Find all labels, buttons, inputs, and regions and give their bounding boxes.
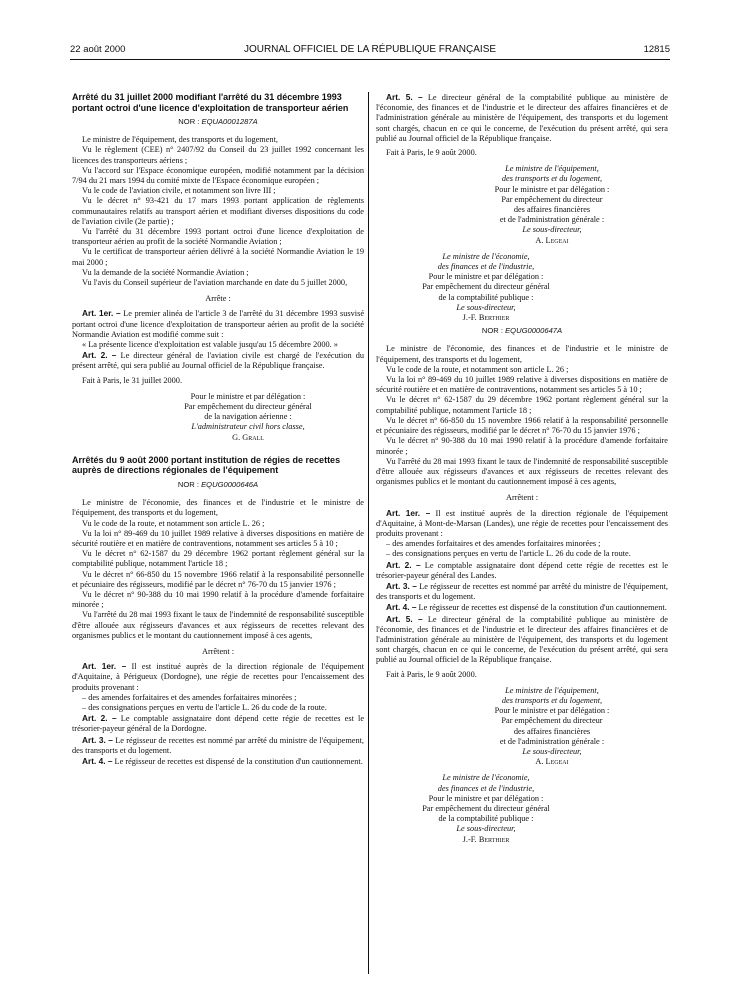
- article-label: Art. 3. –: [82, 734, 113, 745]
- paragraph: Le ministre de l'équipement, des transports et du logement,: [82, 135, 278, 145]
- paragraph: Vu l'avis du Conseil supérieur de l'aviation marchande en date du 5 juillet 2000,: [82, 278, 348, 288]
- list-item: – des amendes forfaitaires et des amendes forfaitaires minorées ;: [82, 692, 297, 702]
- paragraph: Vu le code de la route, et notamment son article L. 26 ;: [82, 518, 265, 528]
- header-rule: [70, 59, 670, 60]
- signature-line: Pour le ministre et par délégation :: [190, 391, 306, 401]
- list-item: – des consignations perçues en vertu de l'article L. 26 du code de la route.: [82, 702, 327, 712]
- article-text: Le directeur général de la comptabilité publique au ministère de l'économie, des finances et de l'industrie et le directeur des affaires financières et de l'administration générale au ministère de l'équipement, des transports et du logement sont chargés, chacun en ce qui le concerne, de l'exécution du présent arrêté, qui sera publié au Journal officiel de la République française.: [376, 93, 668, 143]
- signature-line: Par empêchement du directeur: [501, 716, 603, 726]
- article: [72, 661, 364, 693]
- paragraph: Vu la loi n° 89-469 du 10 juillet 1989 relative à diverses dispositions en matière de sécurité routière et en matière de contraventions, notamment ses articles 5 à 10 ;: [72, 528, 364, 548]
- signatory-name: J.-F. Berthier: [462, 834, 510, 844]
- paragraph: Le ministre de l'économie, des finances et de l'industrie et le ministre de l'équipement, des transports et du logement,: [72, 498, 364, 518]
- signature-line: Pour le ministre et par délégation :: [428, 272, 544, 282]
- paragraph: Vu l'arrêté du 28 mai 1993 fixant le taux de l'indemnité de responsabilité susceptible d'être allouée aux régisseurs d'avances et aux régisseurs de recettes relevant des organismes publics et le montant du cautionnement imposé à ces agents,: [72, 610, 364, 640]
- article-label: Art. 4. –: [82, 755, 113, 766]
- list-item: – des consignations perçues en vertu de l'article L. 26 du code de la route.: [386, 549, 631, 559]
- signature-block: [376, 164, 668, 246]
- signature-line: Le sous-directeur,: [456, 302, 516, 312]
- paragraph: Vu la loi n° 89-469 du 10 juillet 1989 relative à diverses dispositions en matière de sécurité routière et en matière de contraventions, notamment ses articles 5 à 10 ;: [376, 375, 668, 395]
- arrete-heading: Arrête :: [205, 294, 231, 304]
- signature-line: Le ministre de l'équipement,: [505, 164, 599, 174]
- nor-line: [376, 326, 668, 336]
- signature-line: Le sous-directeur,: [522, 746, 582, 756]
- nor-code: EQUG0000646A: [201, 479, 259, 489]
- article-text: Le premier alinéa de l'article 3 de l'arrêté du 31 décembre 1993 susvisé portant octroi d'une licence d'exploitation de transporteur aérien au profit de la société Normandie Aviation est modifié comme suit :: [72, 309, 365, 339]
- signature-block: [376, 773, 668, 844]
- article: [376, 614, 668, 666]
- signature-line: des transports et du logement,: [501, 695, 603, 705]
- paragraph: Vu la demande de la société Normandie Aviation ;: [82, 267, 249, 277]
- page-header: [70, 44, 670, 58]
- article: [376, 92, 668, 144]
- article: [72, 713, 364, 734]
- signature-line: L'administrateur civil hors classe,: [191, 422, 305, 432]
- nor-line: [72, 480, 364, 490]
- article: [72, 350, 364, 371]
- signature-line: de la comptabilité publique :: [438, 814, 534, 824]
- article-quote: « La présente licence d'exploitation est valable jusqu'au 15 décembre 2000. »: [82, 340, 338, 350]
- signatory-name: J.-F. Berthier: [462, 313, 510, 323]
- article-label: Art. 1er. –: [82, 308, 121, 319]
- signature-date: Fait à Paris, le 9 août 2000.: [386, 148, 477, 158]
- article: [376, 602, 668, 613]
- signature-line: Le ministre de l'équipement,: [505, 685, 599, 695]
- arrete-2-title: Arrêtés du 9 août 2000 portant institution de régies de recettes auprès de directions régionales de l'équipement: [72, 454, 341, 476]
- paragraph: Vu le décret n° 90-388 du 10 mai 1990 relatif à la procédure d'amende forfaitaire minorée ;: [72, 589, 364, 610]
- paragraph: Vu le décret n° 90-388 du 10 mai 1990 relatif à la procédure d'amende forfaitaire minorée ;: [376, 436, 668, 456]
- article-label: Art. 3. –: [386, 580, 417, 591]
- article-text: Le directeur général de la comptabilité publique au ministère de l'économie, des finances et de l'industrie et le directeur des affaires financières et de l'administration générale au ministère de l'équipement, des transports et du logement sont chargés, chacun en ce qui le concerne, de l'exécution du présent arrêté, qui sera publié au Journal officiel de la République française.: [376, 614, 668, 665]
- right-column: [376, 92, 668, 845]
- signature-line: Le ministre de l'économie,: [442, 251, 530, 261]
- article: [72, 735, 364, 756]
- article-label: Art. 2. –: [386, 559, 421, 570]
- nor-label: NOR :: [481, 326, 503, 336]
- left-column: [72, 92, 364, 767]
- signatory-name: A. Legeai: [535, 757, 569, 767]
- paragraph: Vu le règlement (CEE) n° 2407/92 du Conseil du 23 juillet 1992 concernant les licences des transporteurs aériens ;: [72, 145, 364, 165]
- nor-label: NOR :: [177, 479, 199, 489]
- paragraph: Vu le code de la route, et notamment son article L. 26 ;: [386, 364, 569, 374]
- signatory-name: G. Grall: [232, 432, 264, 442]
- signature-line: Le sous-directeur,: [456, 824, 516, 834]
- paragraph: Vu l'arrêté du 31 décembre 1993 portant octroi d'une licence d'exploitation de transporteur aérien au profit de la société Normandie Aviation ;: [72, 227, 364, 247]
- article-label: Art. 4. –: [386, 602, 417, 613]
- signature-line: des finances et de l'industrie,: [437, 262, 535, 272]
- article-text: Le comptable assignataire dont dépend cette régie de recettes est le trésorier-payeur général des Landes.: [376, 560, 669, 580]
- paragraph: Vu le décret n° 93-421 du 17 mars 1993 portant application de règlements communautaires relatifs au transport aérien et modifiant diverses dispositions du code de l'aviation civile (2e partie) ;: [72, 196, 364, 226]
- issue-date: 22 août 2000: [70, 44, 126, 55]
- arrete-1-title: Arrêté du 31 juillet 2000 modifiant l'arrêté du 31 décembre 1993 portant octroi d'une licence d'exploitation de transporteur aérien: [72, 92, 349, 113]
- signature-line: et de l'administration générale :: [499, 736, 605, 746]
- nor-code: EQUA0001287A: [201, 117, 258, 126]
- signature-block: [376, 686, 668, 768]
- article-text: Le comptable assignataire dont dépend cette régie de recettes est le trésorier-payeur général de la Dordogne.: [72, 714, 365, 734]
- paragraph: Vu l'arrêté du 28 mai 1993 fixant le taux de l'indemnité de responsabilité susceptible d'être allouée aux régisseurs d'avances et aux régisseurs de recettes relevant des organismes publics et le montant du cautionnement imposé à ces agents,: [376, 456, 668, 487]
- article: [72, 756, 364, 767]
- journal-title: JOURNAL OFFICIEL DE LA RÉPUBLIQUE FRANÇAISE: [243, 44, 497, 55]
- article-text: Le régisseur de recettes est nommé par arrêté du ministre de l'équipement, des transports et du logement.: [72, 735, 365, 755]
- signature-line: Par empêchement du directeur général: [422, 282, 550, 292]
- signature-block: [376, 252, 668, 323]
- signature-line: et de l'administration générale :: [499, 215, 605, 225]
- paragraph: Vu le décret n° 66-850 du 15 novembre 1966 relatif à la responsabilité personnelle et pécuniaire des régisseurs, modifié par le décret n° 76-70 du 15 janvier 1976 ;: [376, 415, 668, 436]
- paragraph: Vu le code de l'aviation civile, et notamment son livre III ;: [82, 186, 276, 196]
- signature-line: des affaires financières: [513, 726, 591, 736]
- list-item: – des amendes forfaitaires et des amendes forfaitaires minorées ;: [386, 539, 601, 549]
- paragraph: Vu le certificat de transporteur aérien délivré à la société Normandie Aviation le 19 mai 2000 ;: [72, 247, 364, 267]
- article-label: Art. 1er. –: [386, 507, 431, 518]
- signature-line: Par empêchement du directeur général: [184, 402, 312, 412]
- article: [376, 560, 668, 581]
- article-text: Le régisseur de recettes est dispensé de la constitution d'un cautionnement.: [114, 756, 363, 766]
- article-text: Il est institué auprès de la direction régionale de l'équipement d'Aquitaine, à Périgueux (Dordogne), une régie de recettes pour l'encaissement des produits provenant :: [72, 662, 365, 692]
- article-label: Art. 5. –: [386, 613, 423, 624]
- signature-date: Fait à Paris, le 9 août 2000.: [386, 669, 477, 679]
- article-text: Le régisseur de recettes est dispensé de la constitution d'un cautionnement.: [418, 603, 667, 613]
- signature-line: Le ministre de l'économie,: [442, 773, 530, 783]
- arrete-heading: Arrêtent :: [505, 493, 539, 503]
- page-number: 12815: [643, 44, 670, 55]
- nor-code: EQUG0000647A: [505, 326, 563, 336]
- arrete-heading: Arrêtent :: [201, 646, 235, 656]
- signature-line: de la navigation aérienne :: [204, 412, 292, 422]
- signature-date: Fait à Paris, le 31 juillet 2000.: [82, 375, 183, 385]
- nor-label: NOR :: [178, 117, 200, 126]
- signature-line: Par empêchement du directeur: [501, 194, 603, 204]
- paragraph: Vu l'accord sur l'Espace économique européen, modifié notamment par la décision 7/94 du 21 mars 1994 du comité mixte de l'Espace économique européen ;: [72, 165, 364, 186]
- signature-line: Par empêchement du directeur général: [422, 804, 550, 813]
- article-label: Art. 1er. –: [82, 661, 127, 672]
- signatory-name: A. Legeai: [535, 235, 569, 245]
- column-divider: [368, 92, 369, 974]
- article-text: Le régisseur de recettes est nommé par arrêté du ministre de l'équipement, des transports et du logement.: [376, 581, 669, 602]
- nor-line: [72, 117, 364, 127]
- article: [376, 581, 668, 602]
- paragraph: Vu le décret n° 62-1587 du 29 décembre 1962 portant règlement général sur la comptabilité publique, notamment l'article 18 ;: [376, 395, 668, 415]
- article: [72, 308, 364, 340]
- paragraph: Vu le décret n° 66-850 du 15 novembre 1966 relatif à la responsabilité personnelle et pécuniaire des régisseurs, modifié par le décret n° 76-70 du 15 janvier 1976 ;: [72, 569, 364, 589]
- article-text: Il est institué auprès de la direction régionale de l'équipement d'Aquitaine, à Mont-de-Marsan (Landes), une régie de recettes pour l'encaissement des produits provenant :: [376, 508, 669, 538]
- article-text: Le directeur général de l'aviation civile est chargé de l'exécution du présent arrêté, qui sera publié au Journal officiel de la République française.: [72, 351, 365, 371]
- signature-line: Pour le ministre et par délégation :: [494, 706, 610, 716]
- signature-line: des transports et du logement,: [501, 174, 603, 184]
- signature-block: [72, 392, 364, 443]
- signature-line: des affaires financières: [513, 205, 591, 215]
- signature-line: des finances et de l'industrie,: [437, 783, 535, 793]
- section-gap: [72, 443, 364, 455]
- article: [376, 508, 668, 540]
- signature-line: Pour le ministre et par délégation :: [428, 793, 544, 803]
- signature-line: Le sous-directeur,: [522, 225, 582, 235]
- article-label: Art. 5. –: [386, 92, 423, 102]
- paragraph: Vu le décret n° 62-1587 du 29 décembre 1962 portant règlement général sur la comptabilité publique, notamment l'article 18 ;: [72, 549, 364, 569]
- signature-line: Pour le ministre et par délégation :: [494, 184, 610, 194]
- article-label: Art. 2. –: [82, 350, 117, 361]
- paragraph: Le ministre de l'économie, des finances et de l'industrie et le ministre de l'équipement, des transports et du logement,: [376, 344, 668, 364]
- article-label: Art. 2. –: [82, 713, 117, 724]
- signature-line: de la comptabilité publique :: [438, 292, 534, 302]
